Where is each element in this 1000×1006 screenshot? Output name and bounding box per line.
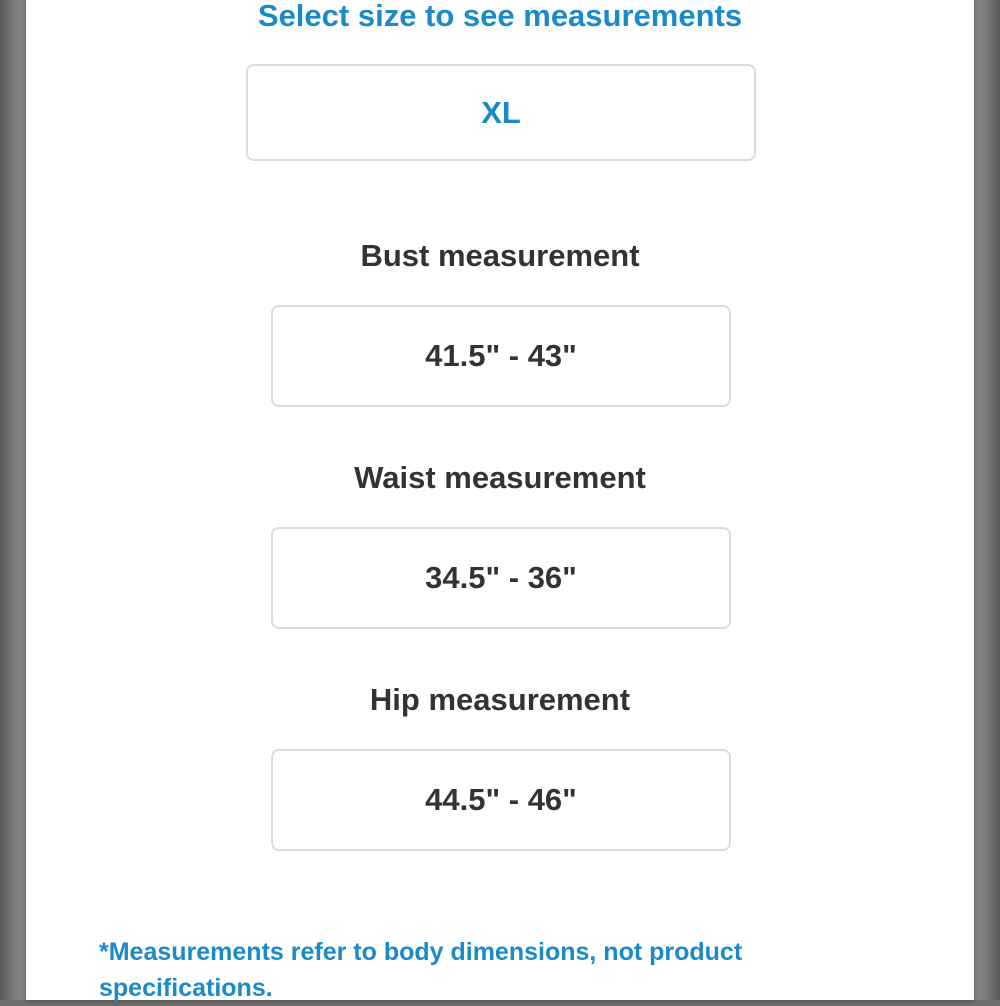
page-title: Select size to see measurements bbox=[257, 0, 743, 33]
measurement-footnote: *Measurements refer to body dimensions, not product specifications. bbox=[99, 938, 743, 1002]
bust-measurement-label: Bust measurement bbox=[360, 238, 640, 273]
hip-measurement-value: 44.5" - 46" bbox=[271, 749, 731, 851]
waist-measurement-value: 34.5" - 36" bbox=[271, 527, 731, 629]
waist-measurement-label: Waist measurement bbox=[354, 460, 646, 495]
bust-measurement-value: 41.5" - 43" bbox=[271, 305, 731, 407]
size-selector-button[interactable]: XL bbox=[246, 64, 756, 161]
hip-measurement-label: Hip measurement bbox=[369, 682, 631, 717]
size-guide-panel bbox=[26, 0, 974, 1000]
